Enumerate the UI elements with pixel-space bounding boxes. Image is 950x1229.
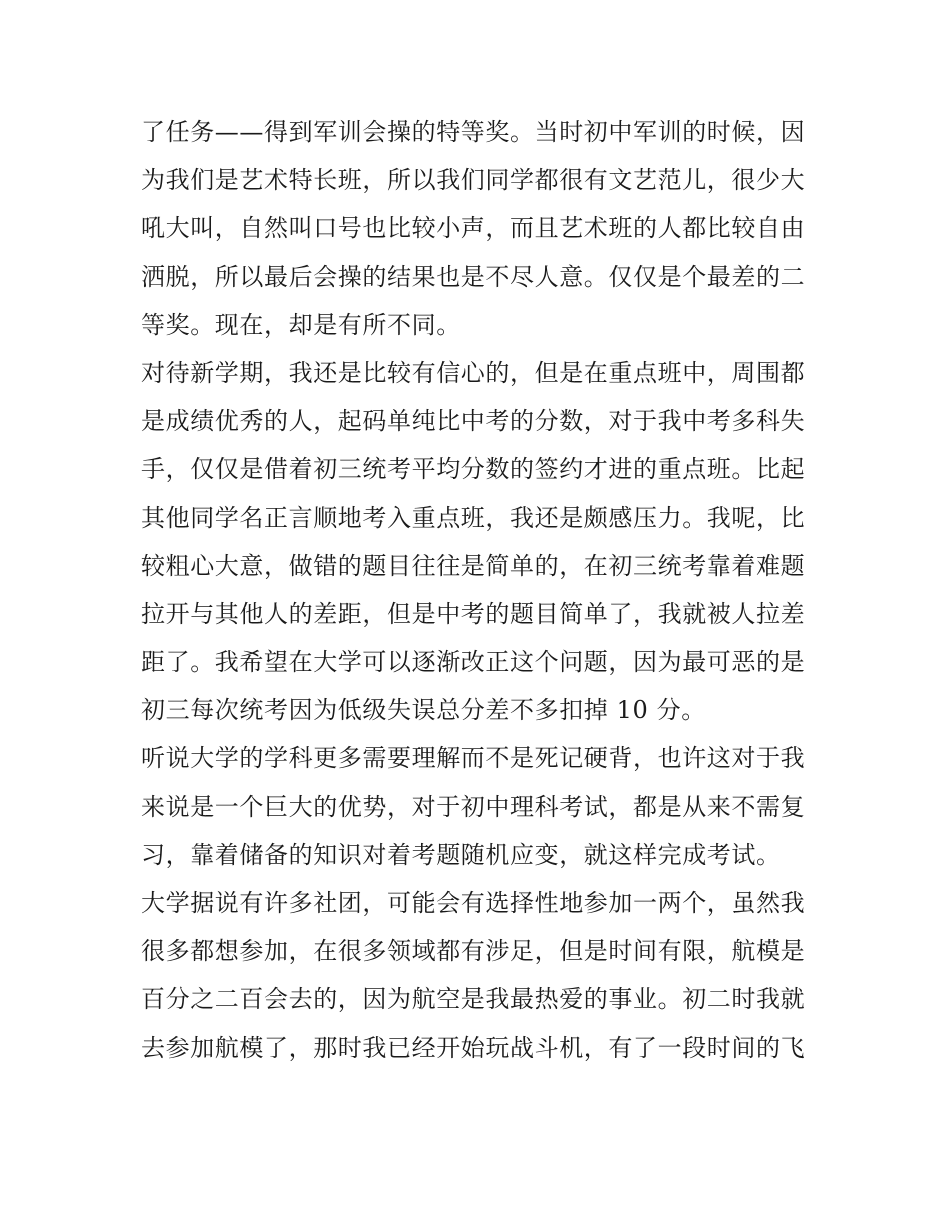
text-line: 大学据说有许多社团，可能会有选择性地参加一两个，虽然我 [141, 889, 806, 917]
text-line: 为我们是艺术特长班，所以我们同学都很有文艺范儿，很少大 [141, 166, 806, 195]
text-line: 等奖。现在，却是有所不同。 [141, 310, 461, 339]
text-line: 其他同学名正言顺地考入重点班，我还是颇感压力。我呢，比 [141, 503, 806, 532]
text-line: 吼大叫，自然叫口号也比较小声，而且艺术班的人都比较自由 [141, 214, 806, 243]
paragraph-3 [141, 734, 811, 879]
text-line: 洒脱，所以最后会操的结果也是不尽人意。仅仅是个最差的二 [141, 262, 806, 291]
paragraph-1 [141, 108, 811, 349]
text-line: 是成绩优秀的人，起码单纯比中考的分数，对于我中考多科失 [141, 407, 806, 436]
text-line: 对待新学期，我还是比较有信心的，但是在重点班中，周围都 [141, 358, 806, 387]
text-line: 听说大学的学科更多需要理解而不是死记硬背，也许这对于我 [141, 744, 806, 773]
text-line: 去参加航模了，那时我已经开始玩战斗机，有了一段时间的飞 [141, 1033, 806, 1062]
text-line: 很多都想参加，在很多领域都有涉足，但是时间有限，航模是 [141, 937, 806, 966]
document-body [141, 108, 811, 1072]
text-line: 较粗心大意，做错的题目往往是简单的，在初三统考靠着难题 [141, 551, 806, 580]
text-line: 拉开与其他人的差距，但是中考的题目简单了，我就被人拉差 [141, 599, 806, 628]
text-line: 了任务——得到军训会操的特等奖。当时初中军训的时候，因 [141, 118, 806, 146]
paragraph-2 [141, 349, 811, 735]
text-line: 来说是一个巨大的优势，对于初中理科考试，都是从来不需复 [141, 792, 806, 821]
paragraph-4 [141, 879, 811, 1072]
text-line: 习，靠着储备的知识对着考题随机应变，就这样完成考试。 [141, 840, 781, 869]
text-line: 手，仅仅是借着初三统考平均分数的签约才进的重点班。比起 [141, 455, 806, 484]
text-line: 百分之二百会去的，因为航空是我最热爱的事业。初二时我就 [141, 985, 806, 1014]
text-line: 距了。我希望在大学可以逐渐改正这个问题，因为最可恶的是 [141, 648, 806, 677]
text-line: 初三每次统考因为低级失误总分差不多扣掉 10 分。 [141, 696, 706, 725]
